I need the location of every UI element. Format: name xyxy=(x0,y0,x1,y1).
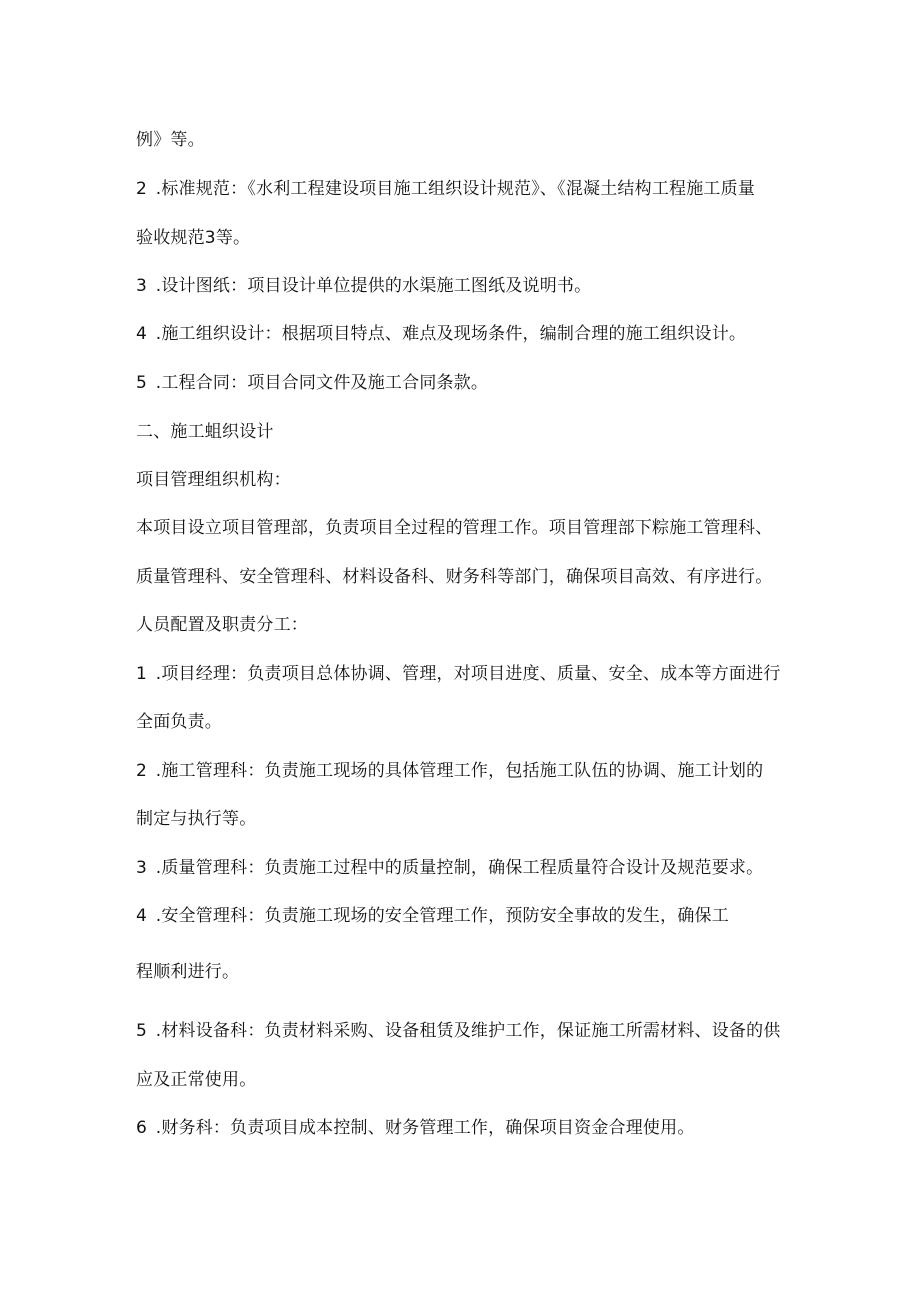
subheading: 项目管理组织机构： xyxy=(136,470,291,490)
text-line: 制定与执行等。 xyxy=(136,809,257,829)
text-line: 2 .施工管理科：负责施工现场的具体管理工作，包括施工队伍的协调、施工计划的 xyxy=(136,761,764,781)
text-line: 验收规范3等。 xyxy=(136,228,251,248)
text-line: 1 .项目经理：负责项目总体协调、管理，对项目进度、质量、安全、成本等方面进行 xyxy=(136,664,781,684)
text-line: 质量管理科、安全管理科、材料设备科、财务科等部门，确保项目高效、有序进行。 xyxy=(136,567,773,587)
text-line: 3 .设计图纸：项目设计单位提供的水渠施工图纸及说明书。 xyxy=(136,276,592,296)
text-line: 4 .施工组织设计：根据项目特点、难点及现场条件，编制合理的施工组织设计。 xyxy=(136,324,747,344)
text-line: 4 .安全管理科：负责施工现场的安全管理工作，预防安全事故的发生，确保工 xyxy=(136,906,729,926)
text-line: 应及正常使用。 xyxy=(136,1070,257,1090)
text-line: 本项目设立项目管理部，负责项目全过程的管理工作。项目管理部下粽施工管理科、 xyxy=(136,518,773,538)
text-line: 3 .质量管理科：负责施工过程中的质量控制，确保工程质量符合设计及规范要求。 xyxy=(136,858,764,878)
text-line: 程顺利进行。 xyxy=(136,962,240,982)
subheading: 人员配置及职责分工： xyxy=(136,615,308,635)
text-line: 全面负责。 xyxy=(136,712,222,732)
text-line: 例》等。 xyxy=(136,130,205,150)
text-line: 5 .材料设备科：负责材料采购、设备租赁及维护工作，保证施工所需材料、设备的供 xyxy=(136,1021,781,1041)
section-heading: 二、施工蛆织设计 xyxy=(136,422,274,442)
text-line: 6 .财务科：负责项目成本控制、财务管理工作，确保项目资金合理使用。 xyxy=(136,1118,695,1138)
text-line: 5 .工程合同：项目合同文件及施工合同条款。 xyxy=(136,373,489,393)
text-line: 2 .标准规范：《水利工程建设项目施工组织设计规范》、《混凝土结构工程施工质量 xyxy=(136,179,756,199)
